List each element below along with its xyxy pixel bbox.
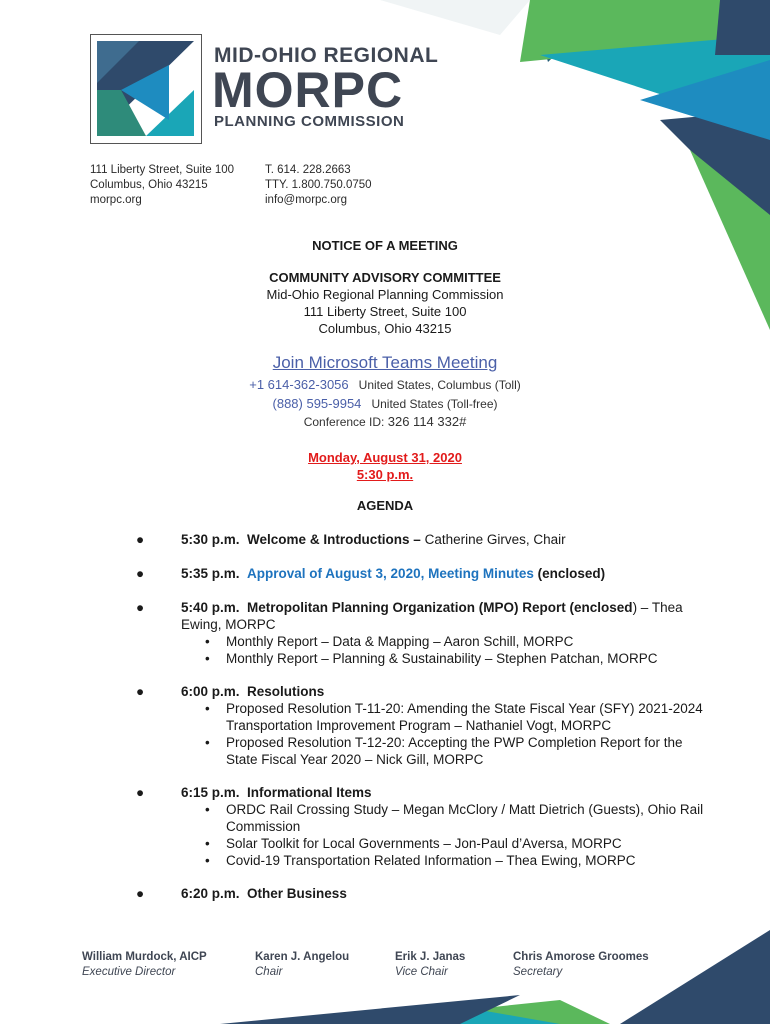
logo-line-1: MID-OHIO REGIONAL: [214, 44, 439, 67]
agenda-title: AGENDA: [356, 498, 414, 513]
sub-item: • Monthly Report – Planning & Sustainability – Stephen Patchan, MORPC: [205, 651, 658, 666]
signature-name: William Murdock, AICP: [82, 951, 207, 963]
item-title: Metropolitan Planning Organization (MPO) Report (enclosed: [247, 600, 633, 615]
meeting-date: Monday, August 31, 2020: [308, 450, 462, 465]
signature-block: [395, 950, 465, 980]
conference-id: 326 114 332#: [387, 414, 467, 429]
contact-city: Columbus, Ohio 43215: [90, 179, 208, 191]
meeting-time: 5:30 p.m.: [356, 467, 414, 482]
item-time: 6:00 p.m.: [181, 684, 240, 699]
signature-role: Vice Chair: [395, 966, 448, 978]
signature-role: Chair: [255, 966, 283, 978]
bullet-icon: ●: [136, 785, 145, 800]
signature-block: [255, 950, 349, 980]
sub-item: • Solar Toolkit for Local Governments – Jon-Paul d’Aversa, MORPC: [205, 836, 622, 851]
signature-name: Karen J. Angelou: [255, 951, 350, 963]
bullet-icon: ●: [136, 600, 145, 615]
teams-link-wrap: [0, 353, 770, 373]
org-city: Columbus, Ohio 43215: [318, 321, 452, 336]
org-street: 111 Liberty Street, Suite 100: [303, 304, 467, 319]
signature-name: Chris Amorose Groomes: [513, 951, 649, 963]
teams-phone-1: [0, 377, 770, 392]
contact-email: info@morpc.org: [265, 194, 347, 206]
org-name: Mid-Ohio Regional Planning Commission: [266, 287, 504, 302]
logo-line-3: PLANNING COMMISSION: [214, 113, 405, 130]
teams-phone-2-label: United States (Toll-free): [371, 397, 498, 411]
teams-meeting-link[interactable]: Join Microsoft Teams Meeting: [272, 353, 498, 372]
contact-street: 111 Liberty Street, Suite 100: [90, 164, 235, 176]
teams-conference: [0, 414, 770, 429]
meeting-time-wrap: [0, 466, 770, 484]
item-time: 6:15 p.m.: [181, 785, 240, 800]
item-presenter: ) – Thea Ewing, MORPC: [181, 600, 683, 632]
bullet-icon: ●: [136, 532, 145, 547]
teams-phone-2-number[interactable]: (888) 595-9954: [272, 396, 362, 411]
item-presenter: (enclosed): [533, 566, 606, 581]
logo-line-2: MORPC: [212, 62, 404, 118]
meeting-date-wrap: [0, 449, 770, 467]
contact-phones: [265, 163, 372, 208]
signature-name: Erik J. Janas: [395, 951, 466, 963]
sub-item: • Proposed Resolution T-12-20: Accepting the PWP Completion Report for the State Fiscal Year 2020 – Nick Gill, MORPC: [205, 735, 683, 767]
item-title: Approval of August 3, 2020, Meeting Minutes: [247, 566, 534, 581]
signature-role: Executive Director: [82, 966, 176, 978]
committee-name: COMMUNITY ADVISORY COMMITTEE: [269, 270, 501, 285]
item-title: Welcome & Introductions –: [247, 532, 421, 547]
bullet-icon: ●: [136, 886, 145, 901]
item-title: Informational Items: [247, 785, 372, 800]
item-title: Other Business: [247, 886, 347, 901]
bullet-icon: ●: [136, 684, 145, 699]
bullet-icon: ●: [136, 566, 145, 581]
notice-title: NOTICE OF A MEETING: [312, 238, 458, 253]
item-time: 6:20 p.m.: [181, 886, 240, 901]
signature-block: [82, 950, 207, 980]
sub-item: • Monthly Report – Data & Mapping – Aaron Schill, MORPC: [205, 634, 574, 649]
contact-tty: TTY. 1.800.750.0750: [265, 179, 372, 191]
conference-label: Conference ID:: [303, 415, 385, 429]
item-time: 5:30 p.m.: [181, 532, 240, 547]
teams-phone-1-number[interactable]: +1 614-362-3056: [249, 377, 349, 392]
contact-address: [90, 163, 234, 208]
signature-block: [513, 950, 649, 980]
item-presenter: Catherine Girves, Chair: [420, 532, 566, 547]
contact-phone: T. 614. 228.2663: [265, 164, 351, 176]
sub-item: • Proposed Resolution T-11-20: Amending the State Fiscal Year (SFY) 2021-2024 Transportation Improvement Program – Nathaniel Vogt, MORPC: [205, 701, 703, 733]
item-title: Resolutions: [247, 684, 325, 699]
signature-role: Secretary: [513, 966, 563, 978]
teams-phone-1-label: United States, Columbus (Toll): [358, 378, 521, 392]
sub-item: • ORDC Rail Crossing Study – Megan McClory / Matt Dietrich (Guests), Ohio Rail Commission: [205, 802, 704, 834]
morpc-logo-mark: [90, 34, 202, 144]
sub-item: • Covid-19 Transportation Related Information – Thea Ewing, MORPC: [205, 853, 636, 868]
teams-phone-2: [0, 396, 770, 411]
contact-website: morpc.org: [90, 194, 142, 206]
item-time: 5:40 p.m.: [181, 600, 240, 615]
item-time: 5:35 p.m.: [181, 566, 240, 581]
